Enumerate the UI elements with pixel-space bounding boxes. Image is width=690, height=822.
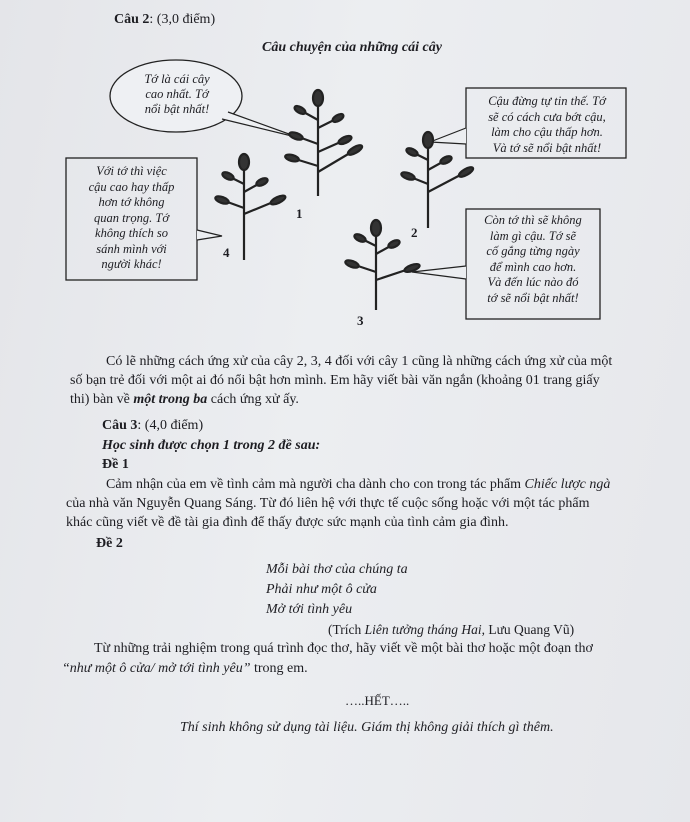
poem-line-1: Mỗi bài thơ của chúng ta — [266, 562, 408, 577]
source-prefix: (Trích — [328, 622, 365, 637]
tree-2-icon — [400, 132, 474, 228]
question-3-instruction: Học sinh được chọn 1 trong 2 đề sau: — [102, 438, 321, 453]
speech-tree2-text: Cậu đừng tự tin thế. Tớ sẽ có cách cưa bớt cậu, làm cho cậu thấp hơn. Và tớ sẽ nổi bật nhất! — [488, 94, 606, 155]
tree-number-3: 3 — [357, 313, 364, 328]
de-2-line1: Từ những trải nghiệm trong quá trình đọc thơ, hãy viết về một bài thơ hoặc một đoạn thơ — [94, 641, 593, 656]
question-3-points: : (4,0 điểm) — [137, 418, 204, 433]
de-2-line2 — [62, 661, 308, 677]
tree-1-icon — [284, 90, 363, 196]
tree-number-1: 1 — [296, 206, 303, 221]
de-1-work-title: Chiếc lược ngà — [524, 477, 611, 492]
speech-tree1-text: Tớ là cái cây cao nhất. Tớ nổi bật nhất! — [144, 72, 210, 116]
poem-source — [328, 622, 574, 638]
question-3-label: Câu 3 — [102, 418, 138, 433]
tree-3-icon — [344, 220, 420, 310]
source-title: Liên tưởng tháng Hai — [364, 622, 482, 637]
q2-line3-start: thi) bàn về — [70, 392, 134, 407]
poem-line-2: Phải như một ô cửa — [266, 582, 377, 597]
question-3-heading — [102, 418, 203, 434]
question-2-label: Câu 2 — [114, 12, 150, 27]
speech-tree3-text: Còn tớ thì sẽ không làm gì cậu. Tớ sẽ cố gắng từng ngày để mình cao hơn. Và đến lúc nào đó tớ sẽ nổi bật nhất! — [484, 213, 582, 305]
end-marker: …..HẾT….. — [345, 693, 410, 708]
de-1-line1 — [106, 477, 610, 493]
q2-line3-end: cách ứng xử ấy. — [207, 392, 299, 407]
tree-number-2: 2 — [411, 225, 418, 240]
q2-paragraph-line1: Có lẽ những cách ứng xử của cây 2, 3, 4 đối với cây 1 cũng là những cách ứng xử của một — [106, 354, 613, 369]
tree-number-4: 4 — [223, 245, 230, 260]
source-author: , Lưu Quang Vũ) — [481, 622, 575, 637]
de-1-line2: của nhà văn Nguyễn Quang Sáng. Từ đó liên hệ với thực tế cuộc sống hoặc với một tác phẩm — [66, 496, 590, 511]
poem-line-3: Mở tới tình yêu — [266, 602, 353, 617]
q2-paragraph-line3 — [70, 392, 299, 408]
de-2-quote: “như một ô cửa/ mở tới tình yêu” — [62, 661, 251, 676]
de-2-line2-end: trong em. — [250, 661, 308, 676]
question-2-points: : (3,0 điểm) — [149, 12, 216, 27]
q2-line3-emphasis: một trong ba — [133, 392, 208, 407]
de-2-heading: Đề 2 — [96, 536, 123, 551]
speech-tree4-text: Với tớ thì việc cậu cao hay thấp hơn tớ không quan trọng. Tớ không thích so sánh mình với người khác! — [88, 164, 175, 271]
story-title: Câu chuyện của những cái cây — [262, 40, 442, 55]
exam-note: Thí sinh không sử dụng tài liệu. Giám thị không giải thích gì thêm. — [180, 720, 554, 735]
de-1-line1-text: Cảm nhận của em về tình cảm mà người cha dành cho con trong tác phẩm — [106, 477, 525, 492]
de-1-line3: khác cũng viết về đề tài gia đình để thấy được sức mạnh của tình cảm gia đình. — [66, 515, 509, 530]
q2-paragraph-line2: số bạn trẻ đối với một ai đó nổi bật hơn mình. Em hãy viết bài văn ngắn (khoảng 01 trang giấy — [70, 373, 600, 388]
de-1-heading: Đề 1 — [102, 457, 129, 472]
